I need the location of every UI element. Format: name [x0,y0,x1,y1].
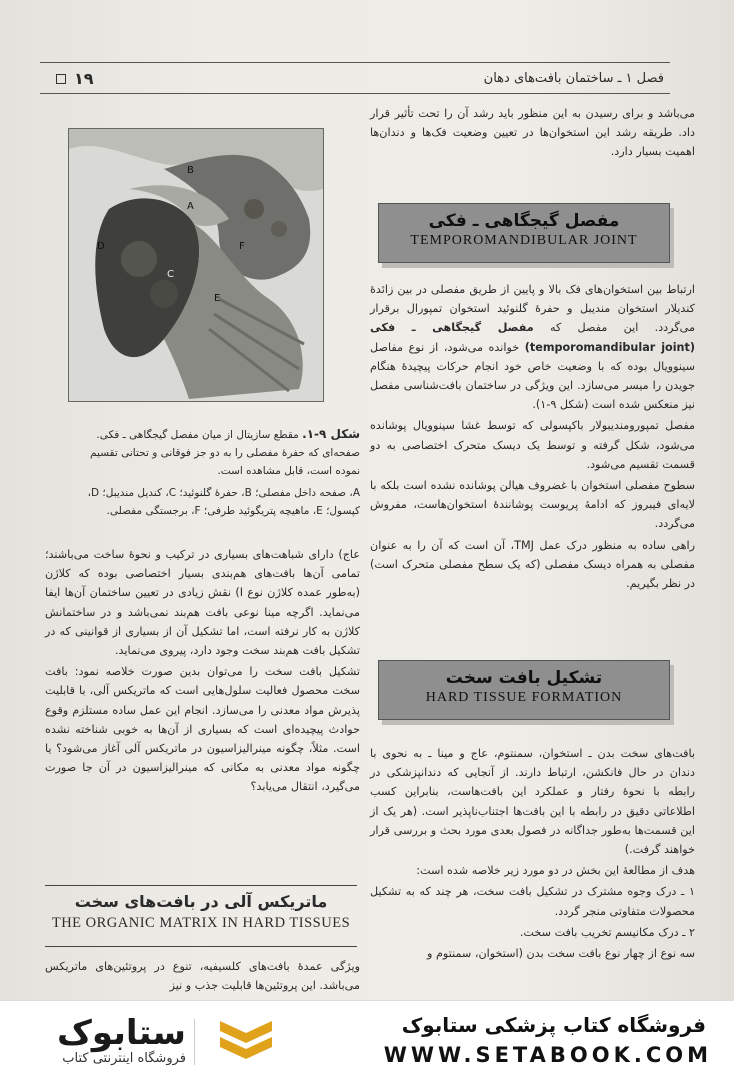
list-item: ۲ ـ درک مکانیسم تخریب بافت سخت. [519,925,695,939]
section-title-en: HARD TISSUE FORMATION [425,690,623,705]
right-column-intro [370,104,695,164]
tmj-paragraph-3: سطوح مفصلی استخوان با غضروف هیالن پوشانده نشده است بلکه با لایه‌ای فیبروز که ادامهٔ پریوست پوشانندهٔ استخوان‌هاست، مفروش می‌گردد. [370,479,695,531]
running-header [40,62,670,94]
section-heading-htf [378,660,670,720]
shop-name: فروشگاه کتاب پزشکی ستابوک [401,1013,706,1037]
caption-label: شکل ۹-۱. [302,427,360,441]
section-title-fa: ماتریکس آلی در بافت‌های سخت [74,892,328,911]
figure-label-c: C [167,269,174,280]
caption-text: مقطع سازیتال از میان مفصل گیجگاهی ـ فکی. صفحه‌ای که حفرهٔ مفصلی را به دو جز فوقانی و تحتانی تقسیم نموده است، قابل مشاهده است. [90,429,360,477]
logo-subtitle: فروشگاه اینترنتی کتاب [62,1051,186,1066]
section-title-en: THE ORGANIC MATRIX IN HARD TISSUES [51,915,351,931]
figure-tmj-section [68,128,324,402]
htf-paragraph-2: هدف از مطالعهٔ این بخش در دو مورد زیر خلاصه شده است: [416,864,695,878]
page-number-group [40,69,94,88]
store-banner [0,1000,734,1081]
left-paragraph-1: عاج) دارای شباهت‌های بسیاری در ترکیب و نحوهٔ ساخت می‌باشند؛ تمامی آن‌ها بافت‌های هم‌بندی بسیار اختصاصی بوده که کلاژن (به‌طور عمده کلاژن نوع I) نقش زیادی در تعیین ساختمان آن‌ها ایفا می‌نماید. اگرچه مینا نوعی بافت هم‌بند نمی‌باشد و در ساختمانش کلاژن به کار نرفته است، اما تشکیل آن از بسیاری از قوانینی که در تشکیل بافت هم‌بند سخت وجود دارد، پیروی می‌نماید. [45,548,360,658]
tmj-text-b: خوانده می‌شود، از نوع مفاصل سینوویال بوده که با وضعیت خاص خود انجام حرکات پیچیدهٔ هنگام جویدن را میسر می‌سازد. این ویژگی در ساختمان بافت‌شناسی مفصل نیز منعکس شده است (شکل ۹-۱). [370,340,695,412]
figure-label-e: E [214,293,221,304]
tmj-paragraph-4: راهی ساده به منظور درک عمل TMJ، آن است که آن را به عنوان مفصلی به همراه دیسک مفصلی (که یک سطح مفصلی متحرک است) در نظر بگیریم. [370,538,695,591]
tmj-paragraph-2: مفصل تمپورومندیبولار باکپسولی که توسط غشا سینوویال پوشانده می‌شود، شکل گرفته و توسط یک دیسک متحرک اختصاصی به دو قسمت تقسیم می‌شود. [370,419,695,471]
logo-divider [194,1019,195,1065]
book-chevron-icon [216,1015,276,1067]
figure-label-b: B [187,165,194,176]
section-title-fa: مفصل گیجگاهی ـ فکی [428,211,620,231]
shop-url[interactable]: WWW.SETABOOK.COM [383,1043,712,1067]
section-heading-organic-matrix [45,885,357,947]
tmj-paragraph-1 [370,280,695,414]
tmj-text-a: ارتباط بین استخوان‌های فک بالا و پایین از طریق مفصلی در بین زائدهٔ کندیلار استخوان مندیبل و حفرهٔ گلنوئید استخوان تمپورال برقرار می‌گردد. این مفصل که [370,283,695,335]
right-column-htf-text [370,744,695,965]
histology-image [69,129,323,401]
section-title-fa: تشکیل بافت سخت [445,668,603,688]
figure-caption [68,425,360,524]
figure-label-a: A [187,201,194,212]
intro-paragraph: می‌باشد و برای رسیدن به این منظور باید رشد آن را تحت تأثیر قرار داد. طریقه رشد این استخوان‌ها در تعیین وضعیت فک‌ها و دندان‌ها اهمیت بسیار دارد. [370,107,695,159]
chapter-title: فصل ۱ ـ ساختمان بافت‌های دهان [483,70,664,86]
caption-legend: A، صفحه داخل مفصلی؛ B، حفرهٔ گلنوئید؛ C، کندیل مندیبل؛ D، کپسول؛ E، ماهیچه پتریگوئید طرفی؛ F، برجستگی مفصلی. [87,487,360,517]
left-column-text [45,545,360,799]
section-title-en: TEMPOROMANDIBULAR JOINT [410,233,638,248]
htf-paragraph-3: سه نوع از چهار نوع بافت سخت بدن (استخوان، سمنتوم و [427,947,695,961]
square-icon [56,74,66,84]
page-number: ۱۹ [74,68,94,88]
left-paragraph-2: تشکیل بافت سخت را می‌توان بدین صورت خلاصه نمود: بافت سخت محصول فعالیت سلول‌هایی است که ماتریکس آلی، با قابلیت پذیرش مواد معدنی را می‌سازد. انجام این عمل ساده مستلزم وقوع حوادث پیچیده‌ای است که بسیاری از آن‌ها به خوبی شناخته نشده است. مثلاً، چگونه مینرالیزاسیون در ماتریکس آلی آغاز می‌شود؟ یا چگونه مواد معدنی به مکانی که مینرالیزاسیون در آن جا صورت می‌گیرد، انتقال می‌یابد؟ [45,665,360,794]
list-item: ۱ ـ درک وجوه مشترک در تشکیل بافت سخت، هر چند که به تشکیل محصولات متفاوتی منجر گردد. [370,885,695,918]
section-heading-tmj [378,203,670,263]
tmj-term: مفصل گیجگاهی ـ فکی [370,321,534,335]
figure-label-f: F [239,241,245,252]
logo-wordmark: ستابوک [57,1013,186,1053]
figure-label-d: D [97,241,105,252]
left-column-matrix-text [45,957,360,997]
store-logo [26,1013,288,1071]
right-column-tmj-text [370,280,695,595]
tmj-term-en: (temporomandibular joint) [524,340,695,354]
htf-paragraph-1: بافت‌های سخت بدن ـ استخوان، سمنتوم، عاج و مینا ـ به نحوی با دندان در حال فانکشن، ارتباط دارند. از آنجایی که دندانپزشکی در رابطه با نحوهٔ رفتار و عملکرد این بافت‌هاست، بنابراین کسب اطلاعاتی دقیق در رابطه با این بافت‌ها اجتناب‌ناپذیر است. (هر یک از این قسمت‌ها به‌طور جداگانه در فصول بعدی مورد بحث و بررسی قرار خواهند گرفت.) [370,747,695,857]
left-paragraph-3: ویژگی عمدهٔ بافت‌های کلسیفیه، تنوع در پروتئین‌های ماتریکس می‌باشد. این پروتئین‌ها قابلیت جذب و نیز [45,960,360,993]
